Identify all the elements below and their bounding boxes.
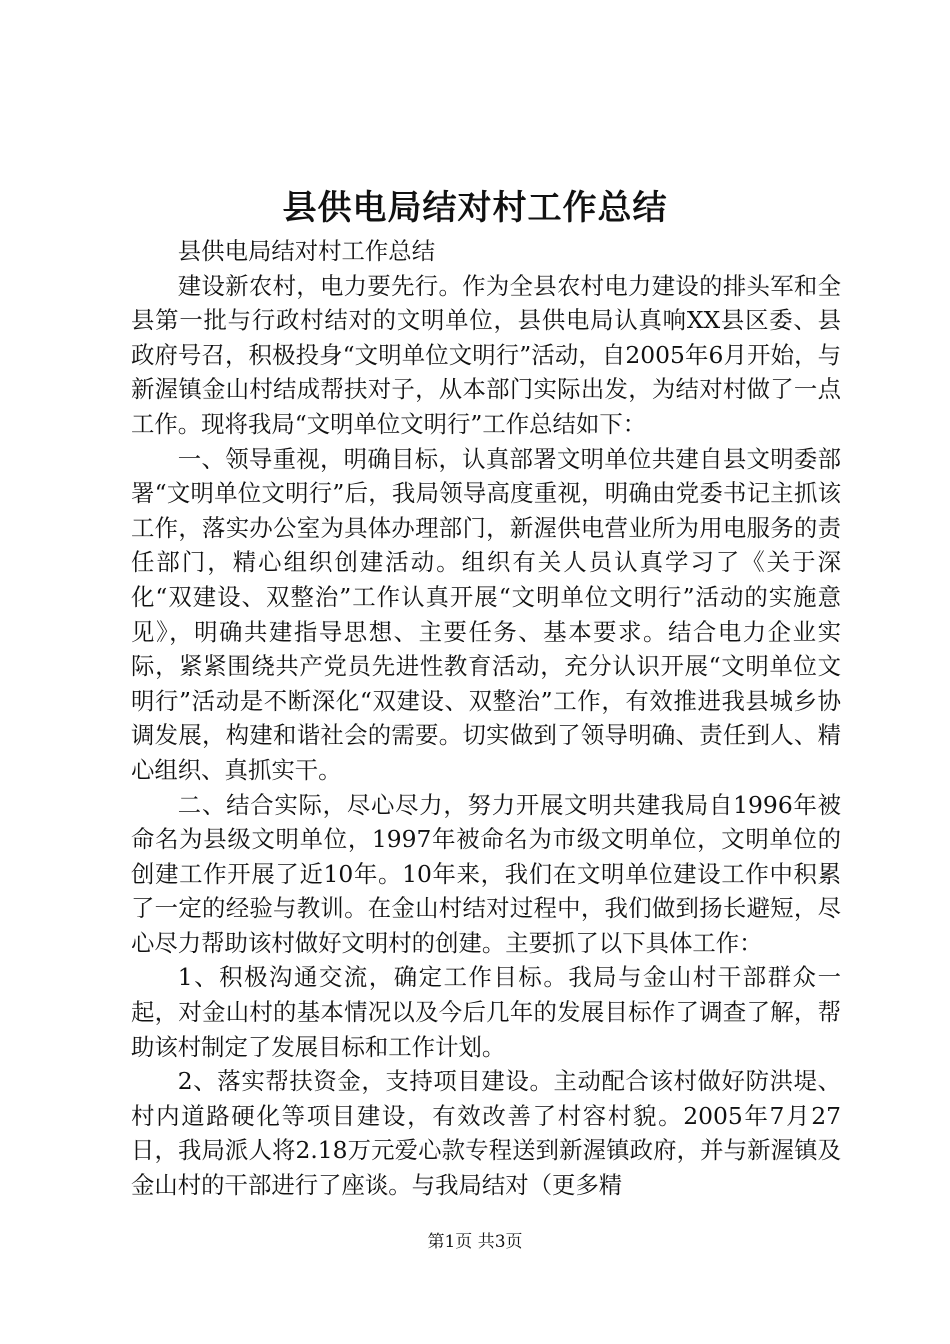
section-two-paragraph: 二、结合实际，尽心尽力，努力开展文明共建我局自1996年被命名为县级文明单位，1997年被命名为市级文明单位，文明单位的创建工作开展了近10年。10年来，我们在文明单位建设工作中积累了一定的经验与教训。在金山村结对过程中，我们做到扬长避短，尽心尽力帮助该村做好文明村的创建。主要抓了以下具体工作： [131,790,841,957]
item-two-paragraph: 2、落实帮扶资金，支持项目建设。主动配合该村做好防洪堤、村内道路硬化等项目建设，有效改善了村容村貌。2005年7月27日，我局派人将2.18万元爱心款专程送到新渥镇政府，并与新渥镇及金山村的干部进行了座谈。与我局结对（更多精 [131,1067,842,1200]
page-number-footer: 第1页 共3页 [427,1232,523,1252]
section-one-paragraph: 一、领导重视，明确目标，认真部署文明单位共建自县文明委部署“文明单位文明行”后，我局领导高度重视，明确由党委书记主抓该工作，落实办公室为具体办理部门，新渥供电营业所为用电服务的责任部门，精心组织创建活动。组织有关人员认真学习了《关于深化“双建设、双整治”工作认真开展“文明单位文明行”活动的实施意见》，明确共建指导思想、主要任务、基本要求。结合电力企业实际，紧紧围绕共产党员先进性教育活动，充分认识开展“文明单位文明行”活动是不断深化“双建设、双整治”工作，有效推进我县城乡协调发展，构建和谐社会的需要。切实做到了领导明确、责任到人、精心组织、真抓实干。 [131,444,841,784]
document-title: 县供电局结对村工作总结 [282,188,668,228]
subtitle-paragraph: 县供电局结对村工作总结 [177,237,436,265]
document-body [131,234,841,1203]
intro-paragraph: 建设新农村，电力要先行。作为全县农村电力建设的排头军和全县第一批与行政村结对的文明单位，县供电局认真响XX县区委、县政府号召，积极投身“文明单位文明行”活动，自2005年6月开始，与新渥镇金山村结成帮扶对子，从本部门实际出发，为结对村做了一点工作。现将我局“文明单位文明行”工作总结如下： [131,271,841,438]
item-one-paragraph: 1、积极沟通交流，确定工作目标。我局与金山村干部群众一起，对金山村的基本情况以及今后几年的发展目标作了调查了解，帮助该村制定了发展目标和工作计划。 [131,963,841,1061]
